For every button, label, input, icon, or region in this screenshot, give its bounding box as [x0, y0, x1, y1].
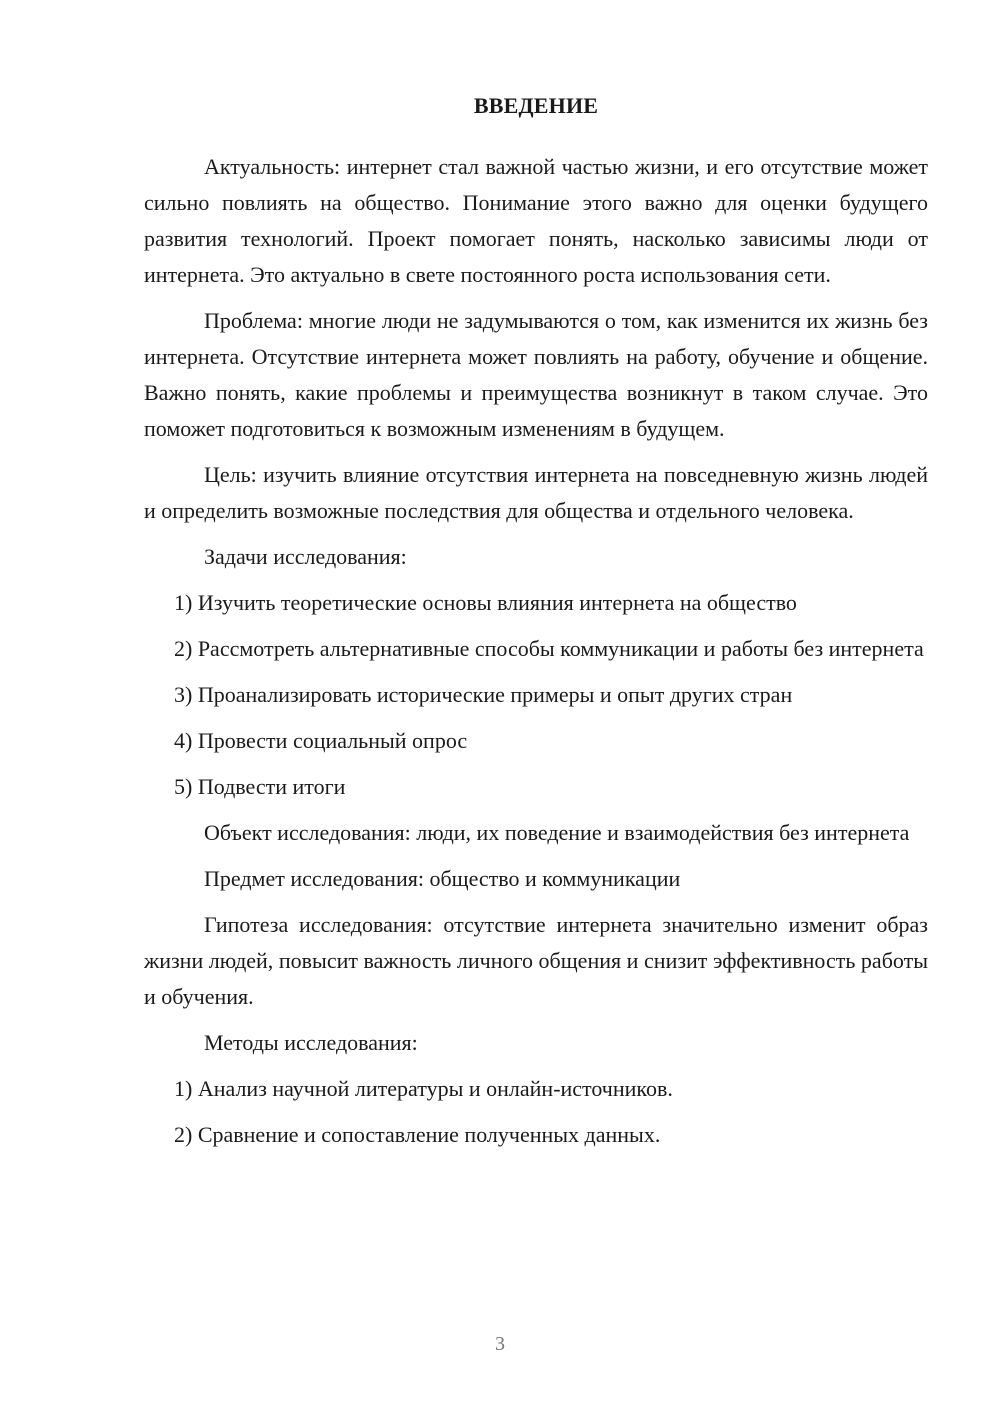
goal-paragraph: Цель: изучить влияние отсутствия интернета на повседневную жизнь людей и определить возможные последствия для общества и отдельного человека. — [144, 462, 928, 523]
methods-heading: Методы исследования: — [204, 1030, 418, 1055]
hypothesis-paragraph: Гипотеза исследования: отсутствие интернета значительно изменит образ жизни людей, повысит важность личного общения и снизит эффективность работы и обучения. — [144, 912, 928, 1009]
task-item: 3) Проанализировать исторические примеры и опыт других стран — [174, 682, 793, 707]
method-item: 2) Сравнение и сопоставление полученных данных. — [174, 1122, 661, 1147]
problem-paragraph: Проблема: многие люди не задумываются о том, как изменится их жизнь без интернета. Отсутствие интернета может повлиять на работу, обучение и общение. Важно понять, какие проблемы и преимущества возникнут в таком случае. Это поможет подготовиться к возможным изменениям в будущем. — [144, 308, 928, 441]
task-item: 2) Рассмотреть альтернативные способы коммуникации и работы без интернета — [174, 636, 924, 661]
tasks-heading: Задачи исследования: — [204, 544, 407, 569]
task-item: 4) Провести социальный опрос — [174, 728, 468, 753]
relevance-paragraph: Актуальность: интернет стал важной частью жизни, и его отсутствие может сильно повлиять на общество. Понимание этого важно для оценки будущего развития технологий. Проект помогает понять, насколько зависимы люди от интернета. Это актуально в свете постоянного роста использования сети. — [144, 154, 928, 287]
method-item: 1) Анализ научной литературы и онлайн-источников. — [174, 1076, 673, 1101]
task-item: 5) Подвести итоги — [174, 774, 346, 799]
page-number: 3 — [495, 1333, 505, 1355]
task-item: 1) Изучить теоретические основы влияния интернета на общество — [174, 590, 797, 615]
object-paragraph: Объект исследования: люди, их поведение и взаимодействия без интернета — [204, 820, 910, 845]
page-title: ВВЕДЕНИЕ — [473, 93, 599, 118]
subject-paragraph: Предмет исследования: общество и коммуникации — [204, 866, 681, 891]
document-page — [144, 93, 928, 1163]
